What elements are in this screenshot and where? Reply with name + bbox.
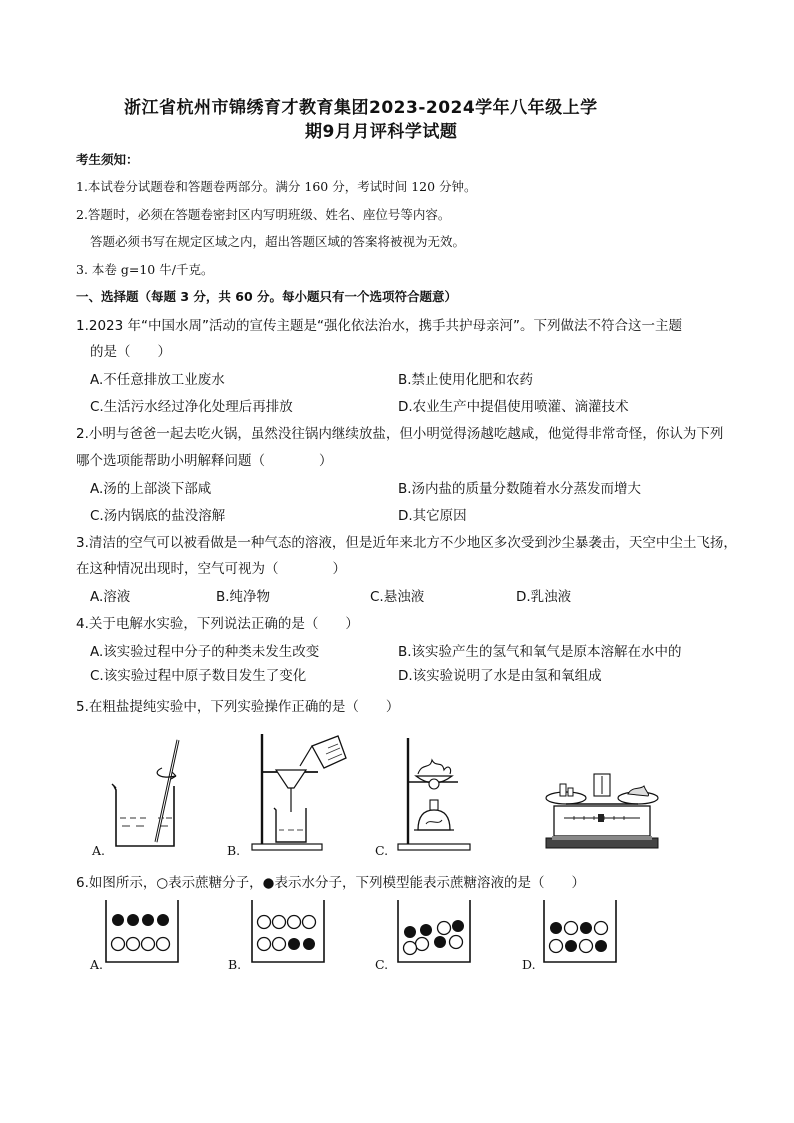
question-3-stem-cont: 在这种情况出现时，空气可视为（ ） <box>76 561 346 577</box>
q6-option-c: C. <box>375 957 389 972</box>
notice-item-2: 2.答题时，必须在答题卷密封区内写明班级、姓名、座位号等内容。 <box>76 207 451 222</box>
question-3-option-a: A.溶液 <box>90 589 131 605</box>
question-1-option-c: C.生活污水经过净化处理后再排放 <box>90 399 293 415</box>
page-title-line1: 浙江省杭州市锦绣育才教育集团2023-2024学年八年级上学 <box>124 98 598 118</box>
question-2-option-a: A.汤的上部淡下部咸 <box>90 481 212 497</box>
q6-option-b: B. <box>228 957 242 972</box>
question-3-option-c: C.悬浊液 <box>370 589 425 605</box>
notice-heading: 考生须知： <box>76 152 139 167</box>
q5-option-a: A. <box>92 843 106 858</box>
q5-option-b: B. <box>227 843 241 858</box>
q6-model-d <box>542 898 618 964</box>
question-2-stem-cont: 哪个选项能帮助小明解释问题（ ） <box>76 453 333 469</box>
q5-figure-d-balance <box>544 772 660 852</box>
question-3-option-b: B.纯净物 <box>216 589 271 605</box>
question-5-stem: 5.在粗盐提纯实验中，下列实验操作正确的是（ ） <box>76 699 400 715</box>
q5-figure-b-filtration <box>248 728 358 852</box>
question-4-option-a: A.该实验过程中分子的种类未发生改变 <box>90 644 320 660</box>
section-heading: 一、选择题（每题 3 分，共 60 分。每小题只有一个选项符合题意） <box>76 289 458 304</box>
question-3-option-d: D.乳浊液 <box>516 589 572 605</box>
question-1-option-d: D.农业生产中提倡使用喷灌、滴灌技术 <box>398 399 629 415</box>
q5-option-c: C. <box>375 843 389 858</box>
question-4-stem: 4.关于电解水实验，下列说法正确的是（ ） <box>76 616 359 632</box>
question-4-option-d: D.该实验说明了水是由氢和氧组成 <box>398 668 602 684</box>
question-1-stem: 1.2023 年“中国水周”活动的宣传主题是“强化依法治水，携手共护母亲河”。下列做法不符合这一主题 <box>76 318 683 334</box>
question-1-option-a: A.不任意排放工业废水 <box>90 372 225 388</box>
question-2-stem: 2.小明与爸爸一起去吃火锅，虽然没往锅内继续放盐，但小明觉得汤越吃越咸，他觉得非常奇怪，你认为下列 <box>76 426 724 442</box>
q6-option-d: D. <box>522 957 536 972</box>
q5-figure-c-evaporation <box>396 734 476 852</box>
question-2-option-b: B.汤内盐的质量分数随着水分蒸发而增大 <box>398 481 642 497</box>
question-4-option-b: B.该实验产生的氢气和氧气是原本溶解在水中的 <box>398 644 682 660</box>
q6-option-a: A. <box>90 957 104 972</box>
q6-model-b <box>250 898 326 964</box>
notice-item-1: 1.本试卷分试题卷和答题卷两部分。满分 160 分，考试时间 120 分钟。 <box>76 179 477 194</box>
question-3-stem: 3.清洁的空气可以被看做是一种气态的溶液，但是近年来北方不少地区多次受到沙尘暴袭击，天空中尘土飞扬， <box>76 535 737 551</box>
q6-model-a <box>104 898 180 964</box>
q6-model-c <box>396 898 472 964</box>
q5-figure-a-beaker-stirring <box>100 738 190 850</box>
question-1-stem-cont: 的是（ ） <box>90 344 171 360</box>
page-title-line2: 期9月月评科学试题 <box>305 122 458 142</box>
question-6-stem: 6.如图所示，○表示蔗糖分子，●表示水分子，下列模型能表示蔗糖溶液的是（ ） <box>76 875 585 891</box>
notice-item-3: 3. 本卷 g=10 牛/千克。 <box>76 262 214 277</box>
notice-item-2b: 答题必须书写在规定区域之内，超出答题区域的答案将被视为无效。 <box>90 234 466 249</box>
question-4-option-c: C.该实验过程中原子数目发生了变化 <box>90 668 307 684</box>
question-2-option-c: C.汤内锅底的盐没溶解 <box>90 508 226 524</box>
question-1-option-b: B.禁止使用化肥和农药 <box>398 372 534 388</box>
question-2-option-d: D.其它原因 <box>398 508 467 524</box>
